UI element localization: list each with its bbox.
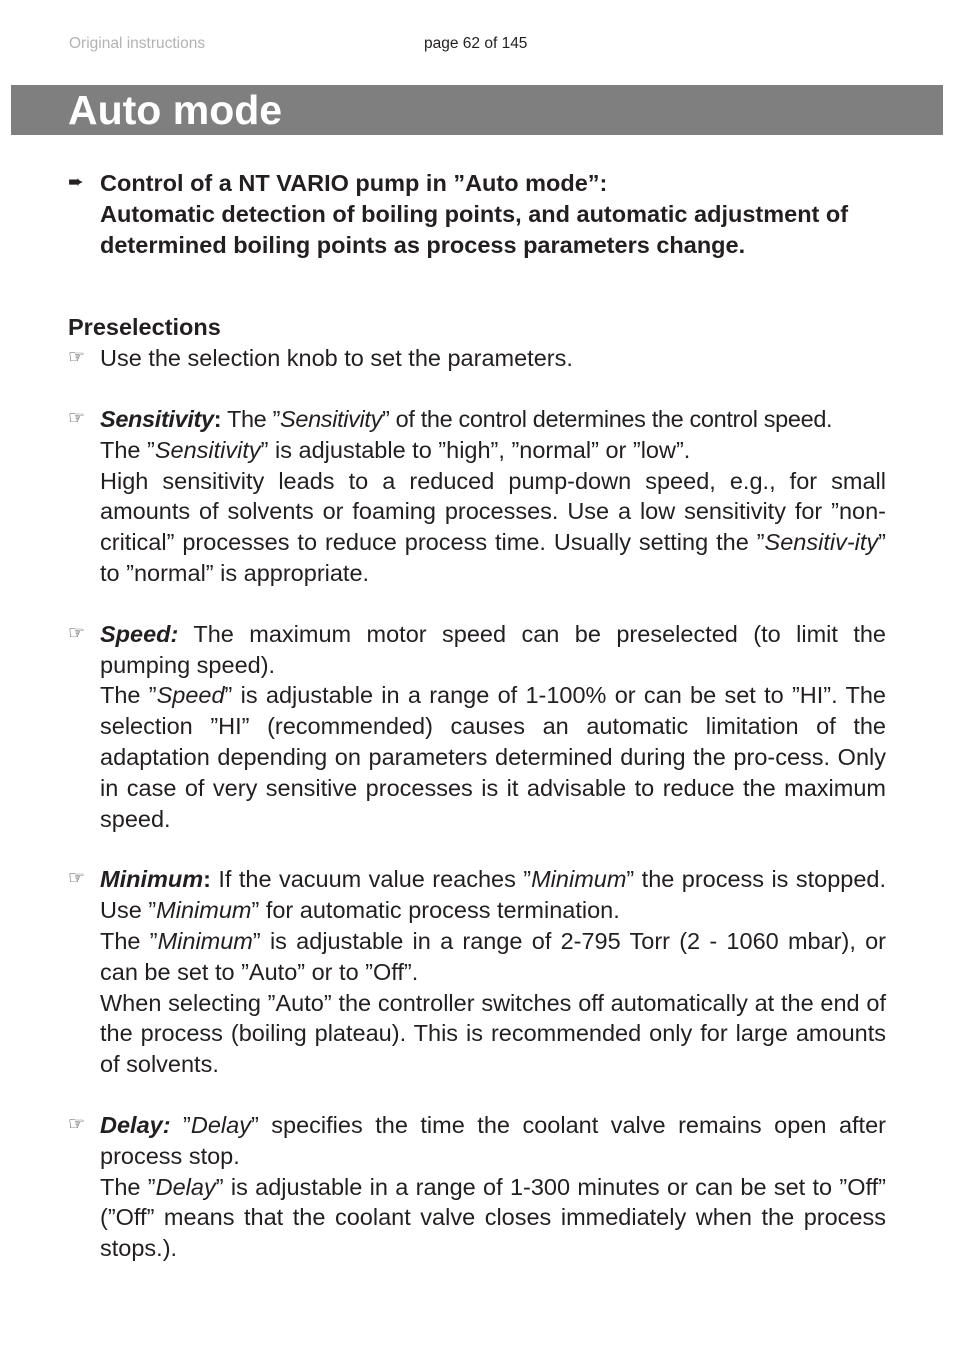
delay-label: Delay: xyxy=(100,1111,171,1138)
intro-line-1: Control of a NT VARIO pump in ”Auto mode”: xyxy=(100,170,608,196)
speed-line-1: Speed: The maximum motor speed can be preselected (to limit the pumping speed). xyxy=(100,620,886,678)
minimum-paragraph: When selecting ”Auto” the controller switches off automatically at the end of the process (boiling plateau). This is recommended only for large amounts of solvents. xyxy=(100,989,886,1078)
preselections-item xyxy=(68,343,886,374)
content xyxy=(68,168,886,1264)
pointing-hand-icon: ☞ xyxy=(68,407,86,429)
intro-block xyxy=(68,168,886,260)
arrow-icon: ➨ xyxy=(68,172,84,193)
pointing-hand-icon: ☞ xyxy=(68,347,86,369)
speed-item xyxy=(68,619,886,835)
page-title: Auto mode xyxy=(68,87,283,133)
pointing-hand-icon: ☞ xyxy=(68,622,86,644)
delay-paragraph: The ”Delay” is adjustable in a range of 1-300 minutes or can be set to ”Off” (”Off” means that the coolant valve closes immediately when the process stops.). xyxy=(100,1173,886,1262)
preselections-heading: Preselections xyxy=(68,314,221,341)
sensitivity-line-2: The ”Sensitivity” is adjustable to ”high”, ”normal” or ”low”. xyxy=(100,436,691,463)
pointing-hand-icon: ☞ xyxy=(68,1113,86,1135)
speed-label: Speed: xyxy=(100,620,179,647)
page-number: page 62 of 145 xyxy=(424,35,528,52)
sensitivity-line-1: Sensitivity: The ”Sensitivity” of the control determines the control speed. xyxy=(100,405,833,432)
minimum-line-1: Minimum: If the vacuum value reaches ”Minimum” the process is stopped. Use ”Minimum” for automatic process termination. xyxy=(100,866,886,924)
title-bar xyxy=(11,85,943,135)
pointing-hand-icon: ☞ xyxy=(68,868,86,890)
minimum-item xyxy=(68,864,886,1080)
minimum-line-2: The ”Minimum” is adjustable in a range of 2-795 Torr (2 - 1060 mbar), or can be set to ”Auto” or to ”Off”. xyxy=(100,927,886,985)
sensitivity-paragraph: High sensitivity leads to a reduced pump-down speed, e.g., for small amounts of solvents or foaming processes. Use a low sensitivity for ”non-critical” processes to reduce process time. Usually setting the ”Sensitiv-ity” to ”normal” is appropriate. xyxy=(100,467,886,586)
delay-line-1: Delay: ”Delay” specifies the time the coolant valve remains open after process stop. xyxy=(100,1111,886,1169)
sensitivity-item xyxy=(68,404,886,589)
delay-item xyxy=(68,1110,886,1264)
speed-paragraph: The ”Speed” is adjustable in a range of 1-100% or can be set to ”HI”. The selection ”HI” (recommended) causes an automatic limitation of the adaptation depending on parameters determined during the pro-cess. Only in case of very sensitive processes is it advisable to reduce the maximum speed. xyxy=(100,682,886,832)
sensitivity-label: Sensitivity xyxy=(100,405,214,432)
minimum-label: Minimum xyxy=(100,866,204,893)
intro-line-2: Automatic detection of boiling points, and automatic adjustment of determined boiling points as process parameters change. xyxy=(100,200,849,258)
header-doc-label: Original instructions xyxy=(69,35,206,52)
preselections-text: Use the selection knob to set the parameters. xyxy=(100,345,573,372)
